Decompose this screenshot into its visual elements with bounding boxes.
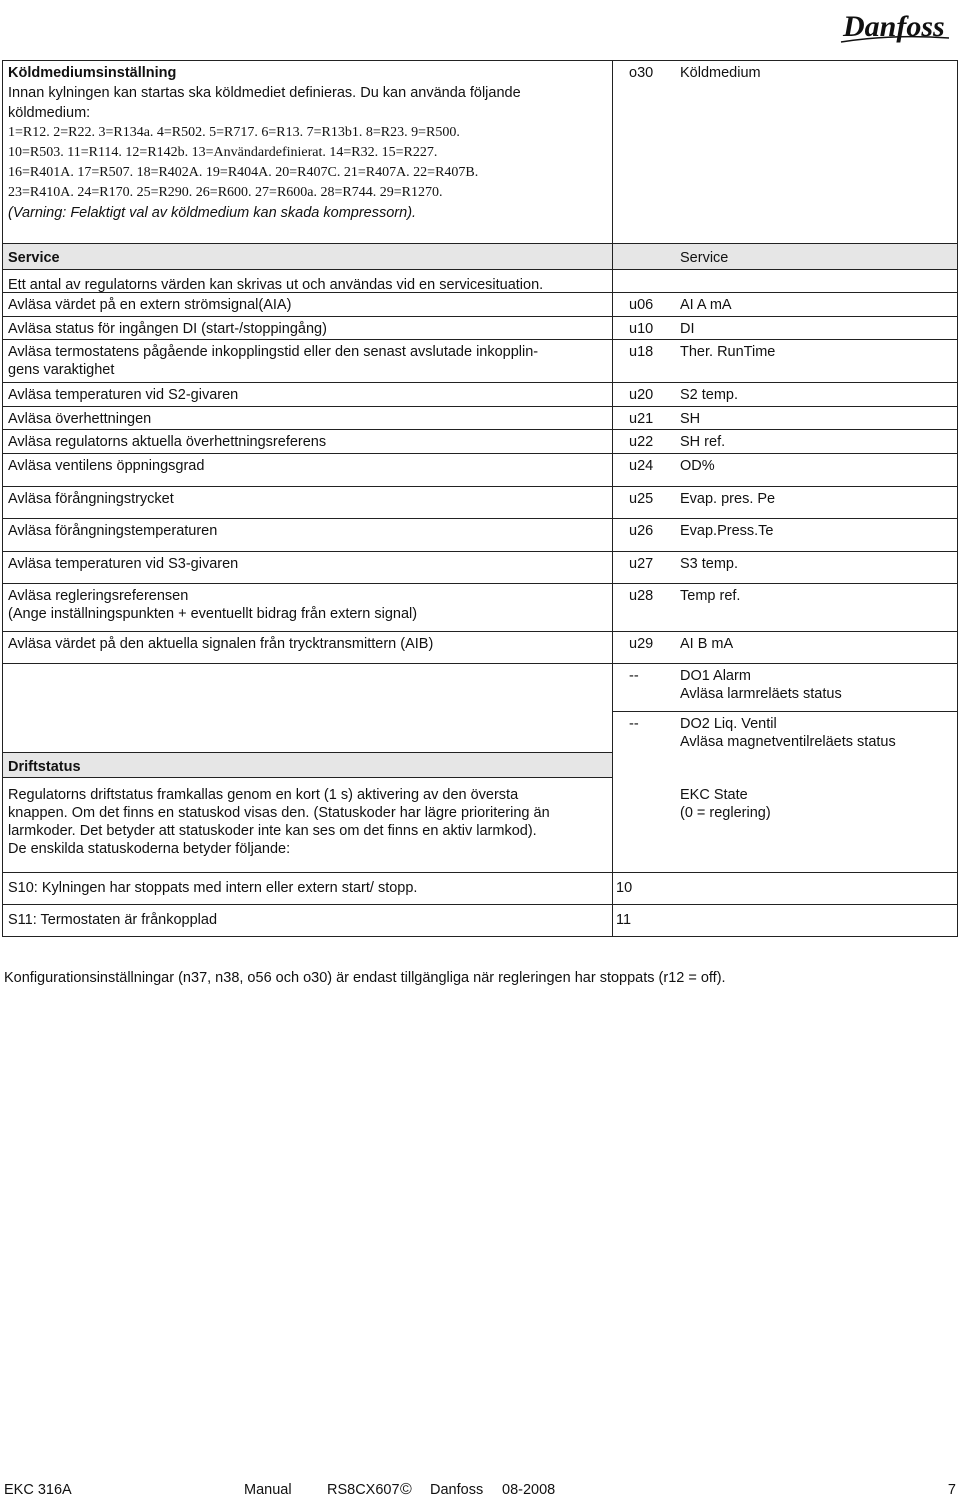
- status-header: [2, 752, 958, 778]
- table-row: Avläsa värdet på en extern strömsignal(AIA) u06 AI A mA: [2, 293, 958, 317]
- refrigerant-line: Innan kylningen kan startas ska köldmediet definieras. Du kan använda följande: [8, 85, 521, 101]
- refrigerant-line: 1=R12. 2=R22. 3=R134a. 4=R502. 5=R717. 6=R13. 7=R13b1. 8=R23. 9=R500.: [8, 125, 460, 140]
- danfoss-logo: [837, 4, 952, 46]
- status-right-label: EKC State: [680, 787, 748, 803]
- config-note: Konfigurationsinställningar (n37, n38, o56 och o30) är endast tillgängliga när regleringen har stoppats (r12 = off).: [4, 970, 726, 986]
- table-row: -- DO2 Liq. Ventil Avläsa magnetventilreläets status: [2, 712, 958, 752]
- status-title: Driftstatus: [2, 752, 613, 778]
- refrigerant-title: Köldmediumsinställning: [8, 65, 177, 81]
- refrigerant-line: köldmedium:: [8, 105, 91, 121]
- table-row: Avläsa ventilens öppningsgrad u24 OD%: [2, 454, 958, 487]
- refrigerant-code: o30: [629, 65, 654, 81]
- table-row: Avläsa regulatorns aktuella överhettningsreferens u22 SH ref.: [2, 430, 958, 454]
- table-row: Avläsa temperaturen vid S3-givaren u27 S3 temp.: [2, 552, 958, 584]
- table-row: Avläsa förångningstrycket u25 Evap. pres. Pe: [2, 487, 958, 519]
- service-title: Service: [2, 244, 613, 270]
- table-row: Avläsa temperaturen vid S2-givaren u20 S2 temp.: [2, 383, 958, 407]
- service-right-label: Service: [677, 244, 958, 270]
- refrigerant-line: 23=R410A. 24=R170. 25=R290. 26=R600. 27=R600a. 28=R744. 29=R1270.: [8, 185, 443, 200]
- copyright-icon: ©: [400, 1481, 412, 1498]
- refrigerant-section: Köldmediumsinställning Innan kylningen kan startas ska köldmediet definieras. Du kan använda följande köldmedium: 1=R12. 2=R22. 3=R134a. 4=R502. 5=R717. 6=R13. 7=R13b1. 8=R23. 9=R500. 10=R503. 11=R114. 12=R142b. 13=Användardefinierat. 14=R32. 15=R227. 16=R401A. 17=R507. 18=R402A. 19=R404A. 20=R407C. 21=R407A. 22=R407B. 23=R410A. 24=R170. 25=R290. 26=R600. 27=R600a. 28=R744. 29=R1270. (Varning: Felaktigt val av köldmedium kan skada kompressorn). o30 Köldmedium Service Service Ett antal av regulatorns värden kan skrivas ut och användas vid en servicesituation. Avläsa värdet på en extern strömsignal(AIA) u06 AI A mA Avläsa status för ingången DI (start-/stoppingång) u10 DI Avläsa termostatens pågående inkopplingstid eller den senast avslutade inkopplin- gens varaktighet u18 Ther. RunTime Avläsa temperaturen vid S2-givaren u20 S2 temp. Avläsa överhettningen u21 SH Avläsa regulatorns aktuella överhettningsreferens u22 SH ref. Avläsa ventilens öppningsgrad u24 OD% Avläsa förångningstrycket u25 Evap. pres. Pe Avläsa förångningstemperaturen u26 Evap.Press.Te Avläsa temperaturen vid S3-givaren u27 S3 temp. Avläsa regleringsreferensen (Ange inställningspunkten + eventuellt bidrag från extern signal) u28 Temp ref. Avläsa värdet på den aktuella signalen från trycktransmittern (AIB) u29 AI B mA -- DO1 Alarm Avläsa larmreläets status -- DO2 Liq. Ventil Avläsa magnetventilreläets status Driftstatus Regulatorns driftstatus framkallas genom en kort (1 s) aktivering av den översta knappen. Om det finns en statuskod visas den. (Statuskoder har lägre prioritering än larmkoder. Det betyder att statuskoder inte kan ses om det finns en aktiv larmkod). De enskilda statuskoderna betyder följande: EKC State (0 = reglering) S10: Kylningen har stoppats med intern eller extern start/ stopp. 10 S11: Termostaten är frånkopplad 11: [2, 61, 958, 937]
- table-row: Avläsa överhettningen u21 SH: [2, 407, 958, 430]
- footer-model: EKC 316A: [4, 1482, 72, 1498]
- table-row: S11: Termostaten är frånkopplad 11: [2, 905, 958, 937]
- table-row: Avläsa förångningstemperaturen u26 Evap.Press.Te: [2, 519, 958, 552]
- page-number: 7: [947, 1482, 956, 1498]
- svg-text:Danfoss: Danfoss: [843, 10, 945, 43]
- refrigerant-line: 16=R401A. 17=R507. 18=R402A. 19=R404A. 20=R407C. 21=R407A. 22=R407B.: [8, 165, 479, 180]
- table-row: Avläsa termostatens pågående inkopplingstid eller den senast avslutade inkopplin- gens varaktighet u18 Ther. RunTime: [2, 340, 958, 383]
- service-header: [2, 244, 958, 270]
- refrigerant-name: Köldmedium: [677, 61, 958, 244]
- table-row: Avläsa status för ingången DI (start-/stoppingång) u10 DI: [2, 317, 958, 340]
- footer-doc: RS8CX607: [327, 1482, 400, 1498]
- table-row: S10: Kylningen har stoppats med intern eller extern start/ stopp. 10: [2, 873, 958, 905]
- table-row: -- DO1 Alarm Avläsa larmreläets status: [2, 664, 958, 712]
- footer: [0, 1481, 960, 1499]
- refrigerant-line: 10=R503. 11=R114. 12=R142b. 13=Användardefinierat. 14=R32. 15=R227.: [8, 145, 438, 160]
- footer-date: 08-2008: [502, 1482, 556, 1498]
- table-row: Avläsa värdet på den aktuella signalen från trycktransmittern (AIB) u29 AI B mA: [2, 632, 958, 664]
- table-row: Avläsa regleringsreferensen (Ange inställningspunkten + eventuellt bidrag från extern signal) u28 Temp ref.: [2, 584, 958, 632]
- footer-manual: Manual: [244, 1482, 292, 1498]
- refrigerant-warning: (Varning: Felaktigt val av köldmedium kan skada kompressorn).: [8, 205, 417, 221]
- footer-company: Danfoss: [430, 1482, 484, 1498]
- service-intro: Ett antal av regulatorns värden kan skrivas ut och användas vid en servicesituation.: [2, 270, 613, 293]
